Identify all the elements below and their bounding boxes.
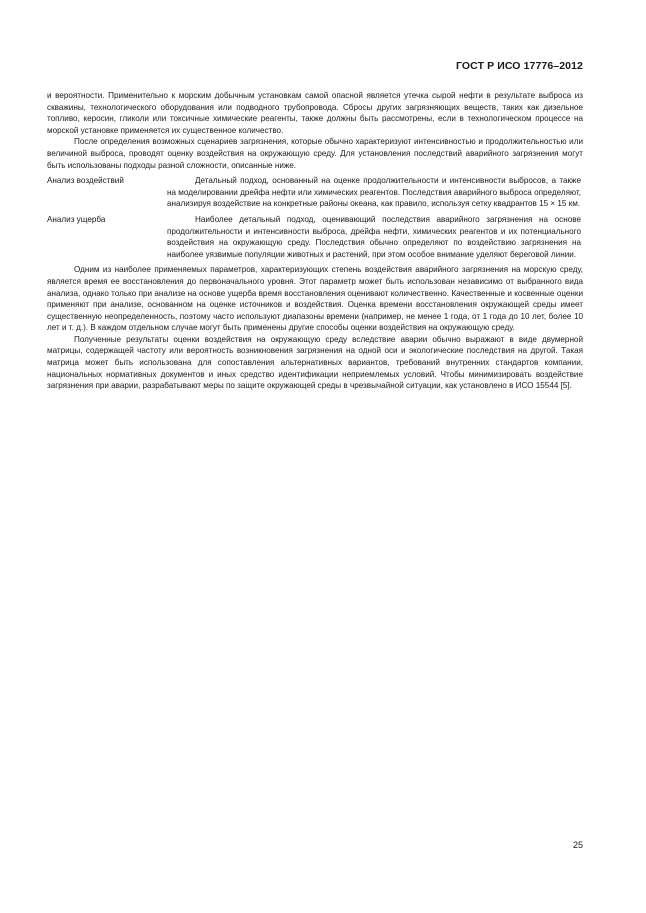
- definition-row: [47, 214, 583, 260]
- page-number: 25: [572, 840, 583, 850]
- definition-body: Наиболее детальный подход, оценивающий последствия аварийного загрязнения на основе продолжительности и интенсивности выброса, дрейфа нефти, химических реагентов и их потенциального воздействия на окружающую среду. Последствия обычно определяют по воздействию загрязнения на наиболее уязвимые популяции животных и растений, при этом особое внимание уделяют береговой линии.: [167, 214, 581, 259]
- paragraph-4: Полученные результаты оценки воздействия на окружающую среду вследствие аварии обычно выражают в виде двумерной матрицы, содержащей частоту или вероятность возникновения загрязнения на одной оси и экологические последствия на другой. Такая матрица может быть использована для сопоставления альтернативных вариантов, требований внутренних стандартов компании, национальных нормативных документов и иных средство идентификации неприемлемых условий. Чтобы минимизировать воздействие загрязнения при аварии, разрабатывают меры по защите окружающей среды в чрезвычайной ситуации, как установлено в ИСО 15544 [5].: [47, 334, 583, 391]
- definition-term: Анализ воздействий: [47, 176, 124, 186]
- definition-list: [47, 175, 583, 260]
- document-body: [47, 90, 583, 392]
- standard-header: ГОСТ Р ИСО 17776–2012: [455, 60, 583, 72]
- definition-body: Детальный подход, основанный на оценке продолжительности и интенсивности выбросов, а также на моделировании дрейфа нефти или химических реагентов. Последствия аварийного выброса определяют, анализируя воздействие на конкретные районы океана, как правило, используя сетку квадрантов 15 × 15 км.: [167, 176, 581, 209]
- paragraph-1: и вероятности. Применительно к морским добычным установкам самой опасной является утечка сырой нефти в результате выброса из скважины, технологического оборудования или подводного трубопровода. Сбросы других загрязняющих веществ, таких как дизельное топливо, керосин, гликоли или токсичные химические реагенты, также должны быть рассмотрены, если в технологическом процессе на морской установке применяется их существенное количество.: [47, 91, 583, 135]
- paragraph-3: Одним из наиболее применяемых параметров, характеризующих степень воздействия аварийного загрязнения на морскую среду, является время ее восстановления до первоначального уровня. Этот параметр может быть использован независимо от выбранного вида анализа, однако только при анализе на основе ущерба время восстановления оценивают количественно. Качественные и косвенные оценки применяют при анализе, основанном на оценке источников и воздействия. Оценка времени восстановления окружающей среды имеет существенную неопределенность, поэтому часто используют диапазоны времени (например, не менее 1 года, от 1 года до 10 лет, более 10 лет и т. д.). В каждом отдельном случае могут быть применены другие способы оценки воздействия на окружающую среду.: [47, 265, 583, 333]
- definition-row: [47, 175, 583, 210]
- definition-term: Анализ ущерба: [47, 214, 106, 224]
- paragraph-2: После определения возможных сценариев загрязнения, которые обычно характеризуют интенсивностью и продолжительностью или величиной выброса, проводят оценку воздействия на окружающую среду. Для установления последствий аварийного загрязнения могут быть использованы подходы разной сложности, описанные ниже.: [47, 137, 583, 170]
